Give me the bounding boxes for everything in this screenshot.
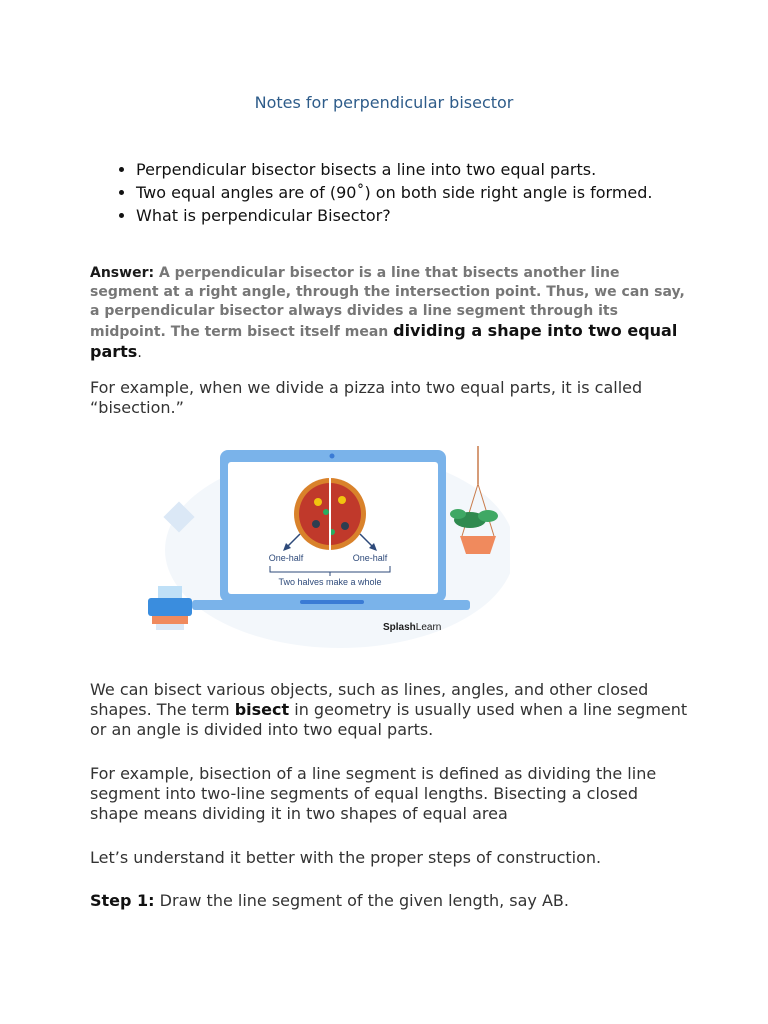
segment-example-paragraph: For example, bisection of a line segment is defined as dividing the line segment into two-line segments of equal lengths. Bisecting a closed shape means dividing it in two shapes of equal area bbox=[90, 764, 657, 823]
caption-label: Two halves make a whole bbox=[278, 577, 382, 587]
bisect-term: bisect bbox=[234, 700, 290, 719]
pizza-bisection-illustration bbox=[140, 440, 510, 650]
laptop-hinge bbox=[300, 600, 364, 604]
bisect-paragraph: We can bisect various objects, such as lines, angles, and other closed shapes. The term bisect in geometry is usually used when a line segment or an angle is divided into two equal parts. bbox=[90, 680, 688, 739]
answer-end: . bbox=[137, 345, 142, 361]
step-1-label: Step 1: bbox=[90, 891, 155, 910]
answer-emphasis: dividing a shape into two equal parts bbox=[90, 321, 678, 361]
construction-intro: Let’s understand it better with the proper steps of construction. bbox=[90, 848, 602, 867]
left-half-label: One-half bbox=[268, 553, 304, 563]
plant-pot-icon bbox=[460, 536, 496, 554]
step-1-text: Draw the line segment of the given length, say AB. bbox=[154, 891, 569, 910]
page-title: Notes for perpendicular bisector bbox=[254, 93, 514, 112]
splashlearn-logo: SplashLearn bbox=[383, 622, 442, 633]
answer-text: A perpendicular bisector is a line that bisects another line segment at a right angle, through the intersection point. Thus, we can say, a perpendicular bisector always divides a line segment through its midpoint. The term bisect itself mean bbox=[90, 265, 685, 340]
list-item: • What is perpendicular Bisector? bbox=[136, 204, 736, 227]
list-item: • Perpendicular bisector bisects a line into two equal parts. bbox=[136, 158, 736, 181]
illustration-svg bbox=[140, 440, 510, 650]
printer-icon bbox=[148, 598, 192, 616]
step-1 bbox=[90, 891, 690, 911]
list-item: • Two equal angles are of (90˚) on both side right angle is formed. bbox=[136, 181, 736, 204]
answer-paragraph bbox=[90, 264, 690, 363]
right-half-label: One-half bbox=[352, 553, 388, 563]
pizza-example-paragraph: For example, when we divide a pizza into two equal parts, it is called “bisection.” bbox=[90, 378, 643, 417]
printer-paper bbox=[158, 586, 182, 600]
notes-bullet-list bbox=[90, 158, 736, 227]
laptop-camera-icon bbox=[330, 454, 335, 459]
answer-label: Answer: bbox=[90, 265, 155, 281]
